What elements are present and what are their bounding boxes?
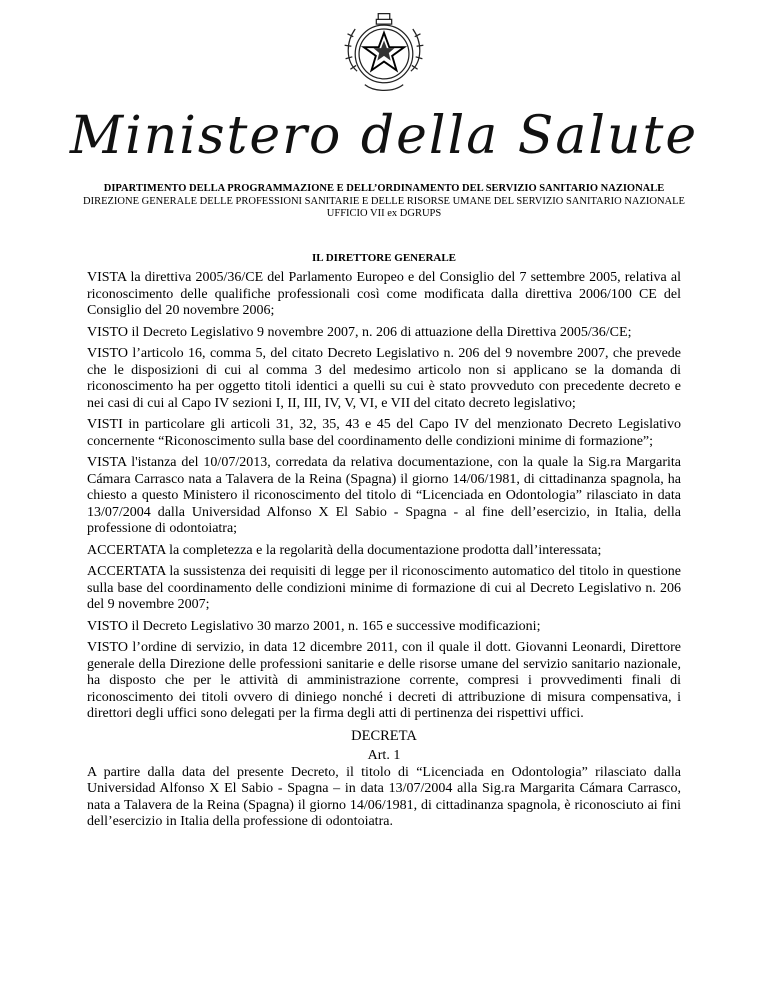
recital-paragraph: VISTI in particolare gli articoli 31, 32, 35, 43 e 45 del Capo IV del menzionato Decreto Legislativo concernente “Riconoscimento sulla base del coordinamento delle condizioni minime di formazione”; xyxy=(87,417,681,449)
recital-paragraph: VISTA l'istanza del 10/07/2013, corredata da relativa documentazione, con la quale la Sig.ra Margarita Cámara Carrasco nata a Talavera de la Reina (Spagna) il giorno 14/06/1981, di cittadinanza spagnola, ha chiesto a questo Ministero il riconoscimento del titolo di “Licenciada en Odontologia” rilasciato in data 13/07/2004 dalla Universidad Alfonso X El Sabio - Spagna - al fine dell’esercizio, in Italia, della professione di odontoiatra; xyxy=(87,455,681,536)
ministry-name: Ministero della Salute xyxy=(69,106,699,166)
recital-paragraph: VISTO il Decreto Legislativo 9 novembre 2007, n. 206 di attuazione della Direttiva 2005/36/CE; xyxy=(87,324,632,340)
article-title: Art. 1 xyxy=(367,748,401,763)
recital-paragraph: VISTO l’articolo 16, comma 5, del citato Decreto Legislativo n. 206 del 9 novembre 2007, che prevede che le disposizioni di cui al comma 3 del medesimo articolo non si applicano se la domanda di riconoscimento ha per oggetto titoli identici a quelli su cui è stato provveduto con precedente decreto e nei casi di cui al Capo IV sezioni I, II, III, IV, V, VI, e VII del citato decreto legislativo; xyxy=(87,346,681,411)
recital-paragraph: VISTA la direttiva 2005/36/CE del Parlamento Europeo e del Consiglio del 7 settembre 2005, relativa al riconoscimento delle qualifiche professionali così come modificata dalla direttiva 2006/100 CE del Consiglio del 20 novembre 2006; xyxy=(87,270,681,318)
recital-paragraph: VISTO il Decreto Legislativo 30 marzo 2001, n. 165 e successive modificazioni; xyxy=(87,618,541,634)
department-name: DIPARTIMENTO DELLA PROGRAMMAZIONE E DELL’ORDINAMENTO DEL SERVIZIO SANITARIO NAZIONALE xyxy=(103,183,665,194)
directorate-name: DIREZIONE GENERALE DELLE PROFESSIONI SANITARIE E DELLE RISORSE UMANE DEL SERVIZIO SANITARIO NAZIONALE xyxy=(83,196,685,207)
document-body xyxy=(87,270,681,836)
recital-paragraph: VISTO l’ordine di servizio, in data 12 dicembre 2011, con il quale il dott. Giovanni Leonardi, Direttore generale della Direzione delle professioni sanitarie e delle risorse umane del servizio sanitario nazionale, ha disposto che per le attività di amministrazione corrente, compresi i provvedimenti finali di riconoscimento dei titoli ovvero di diniego nonché i decreti di attribuzione di misura compensativa, i direttori degli uffici sono delegati per la firma degli atti di pertinenza dei rispettivi uffici. xyxy=(87,640,681,721)
directorate-office xyxy=(60,196,708,220)
recital-paragraph: ACCERTATA la completezza e la regolarità della documentazione prodotta dall’interessata; xyxy=(87,542,602,558)
recital-paragraph: ACCERTATA la sussistenza dei requisiti di legge per il riconoscimento automatico del titolo in questione sulla base del coordinamento delle condizioni minime di formazione di cui al Decreto Legislativo n. 206 del 9 novembre 2007; xyxy=(87,564,681,612)
office-name: UFFICIO VII ex DGRUPS xyxy=(326,208,442,219)
decree-heading: DECRETA xyxy=(351,727,417,744)
italian-republic-emblem-icon xyxy=(336,4,432,100)
document-title: IL DIRETTORE GENERALE xyxy=(311,252,457,264)
article-text: A partire dalla data del presente Decreto, il titolo di “Licenciada en Odontologia” rilasciato dalla Universidad Alfonso X El Sabio - Spagna – in data 13/07/2004 alla Sig.ra Margarita Cámara Carrasco, nata a Talavera de la Reina (Spagna) il giorno 14/06/1981, di cittadinanza spagnola, è riconosciuto ai fini dell’esercizio in Italia della professione di odontoiatra. xyxy=(87,764,681,829)
